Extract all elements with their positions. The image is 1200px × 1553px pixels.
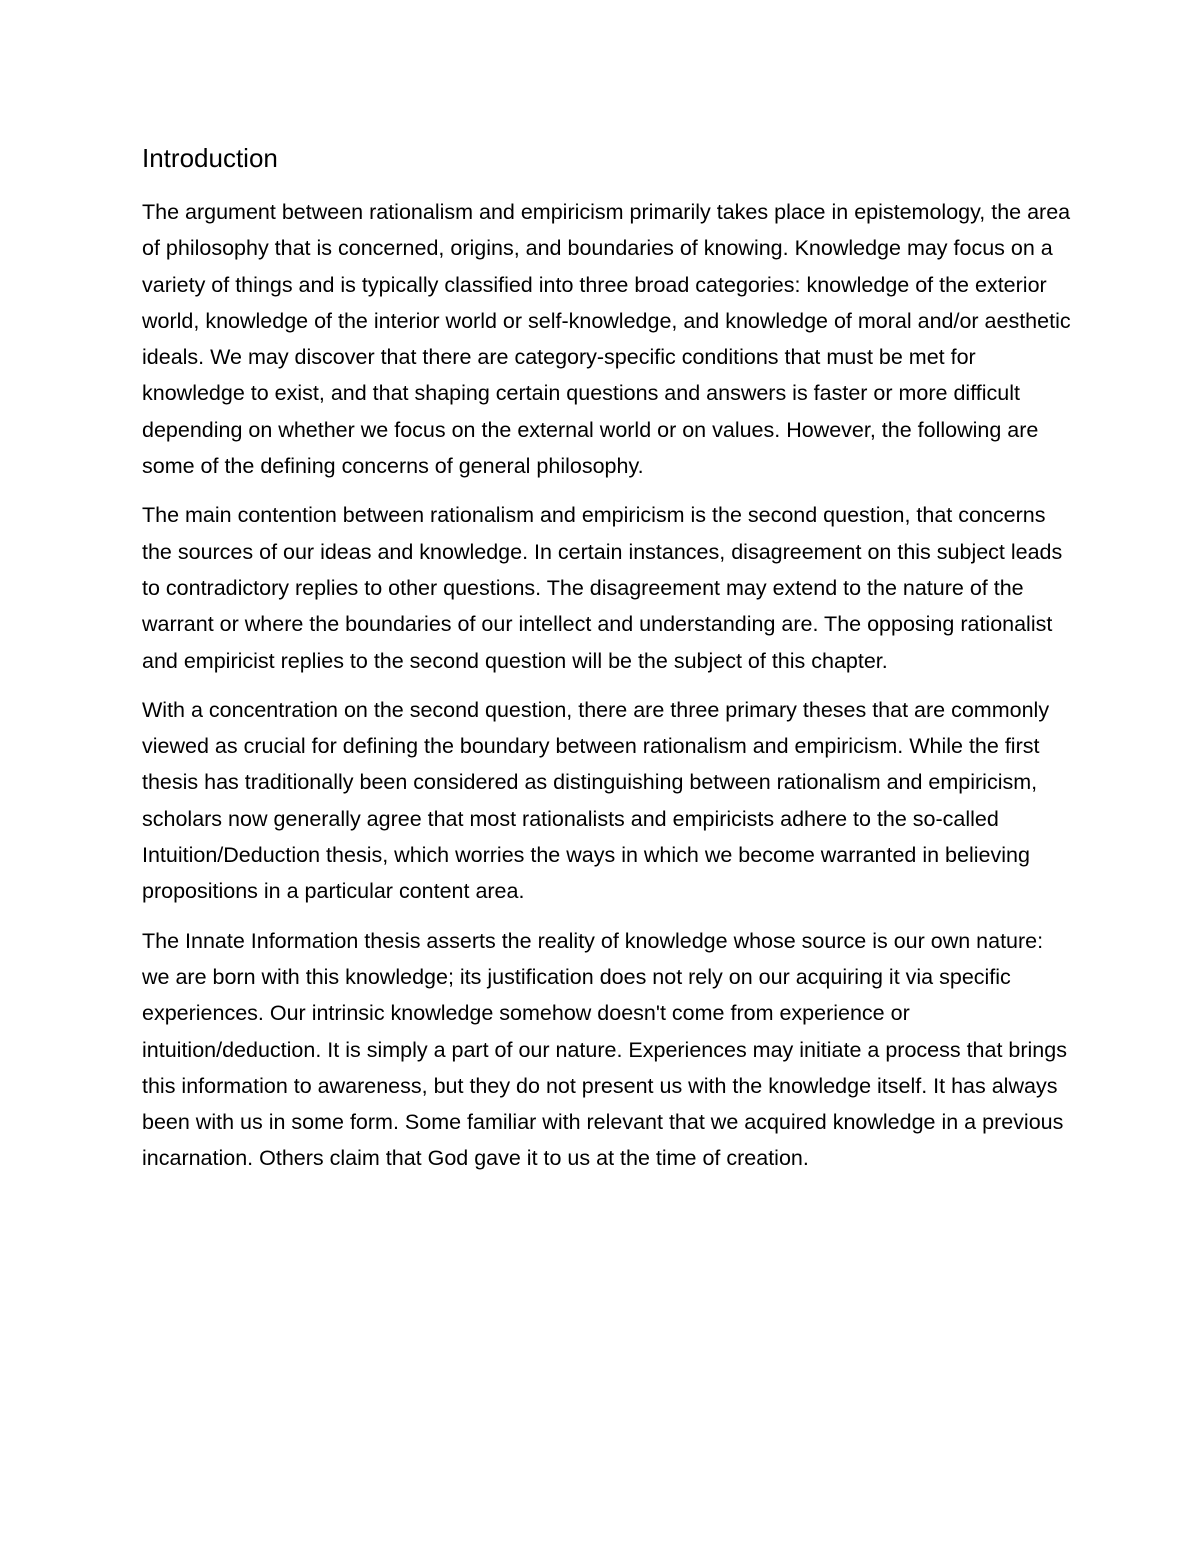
paragraph-2: The main contention between rationalism and empiricism is the second question, that concerns the sources of our ideas and knowledge. In certain instances, disagreement on this subject leads to contradictory replies to other questions. The disagreement may extend to the nature of the warrant or where the boundaries of our intellect and understanding are. The opposing rationalist and empiricist replies to the second question will be the subject of this chapter. xyxy=(142,503,1063,673)
paragraph-4: The Innate Information thesis asserts the reality of knowledge whose source is our own nature: we are born with this knowledge; its justification does not rely on our acquiring it via specific experiences. Our intrinsic knowledge somehow doesn't come from experience or intuition/deduction. It is simply a part of our nature. Experiences may initiate a process that brings this information to awareness, but they do not present us with the knowledge itself. It has always been with us in some form. Some familiar with relevant that we acquired knowledge in a previous incarnation. Others claim that God gave it to us at the time of creation. xyxy=(142,928,1067,1171)
document-body xyxy=(142,140,1072,1190)
section-heading: Introduction xyxy=(142,143,278,173)
paragraph-3: With a concentration on the second question, there are three primary theses that are commonly viewed as crucial for defining the boundary between rationalism and empiricism. While the first thesis has traditionally been considered as distinguishing between rationalism and empiricism, scholars now generally agree that most rationalists and empiricists adhere to the so-called Intuition/Deduction thesis, which worries the ways in which we become warranted in believing propositions in a particular content area. xyxy=(142,697,1050,904)
paragraph-1: The argument between rationalism and empiricism primarily takes place in epistemology, the area of philosophy that is concerned, origins, and boundaries of knowing. Knowledge may focus on a variety of things and is typically classified into three broad categories: knowledge of the exterior world, knowledge of the interior world or self-knowledge, and knowledge of moral and/or aesthetic ideals. We may discover that there are category-specific conditions that must be met for knowledge to exist, and that shaping certain questions and answers is faster or more difficult depending on whether we focus on the external world or on values. However, the following are some of the defining concerns of general philosophy. xyxy=(142,200,1071,479)
